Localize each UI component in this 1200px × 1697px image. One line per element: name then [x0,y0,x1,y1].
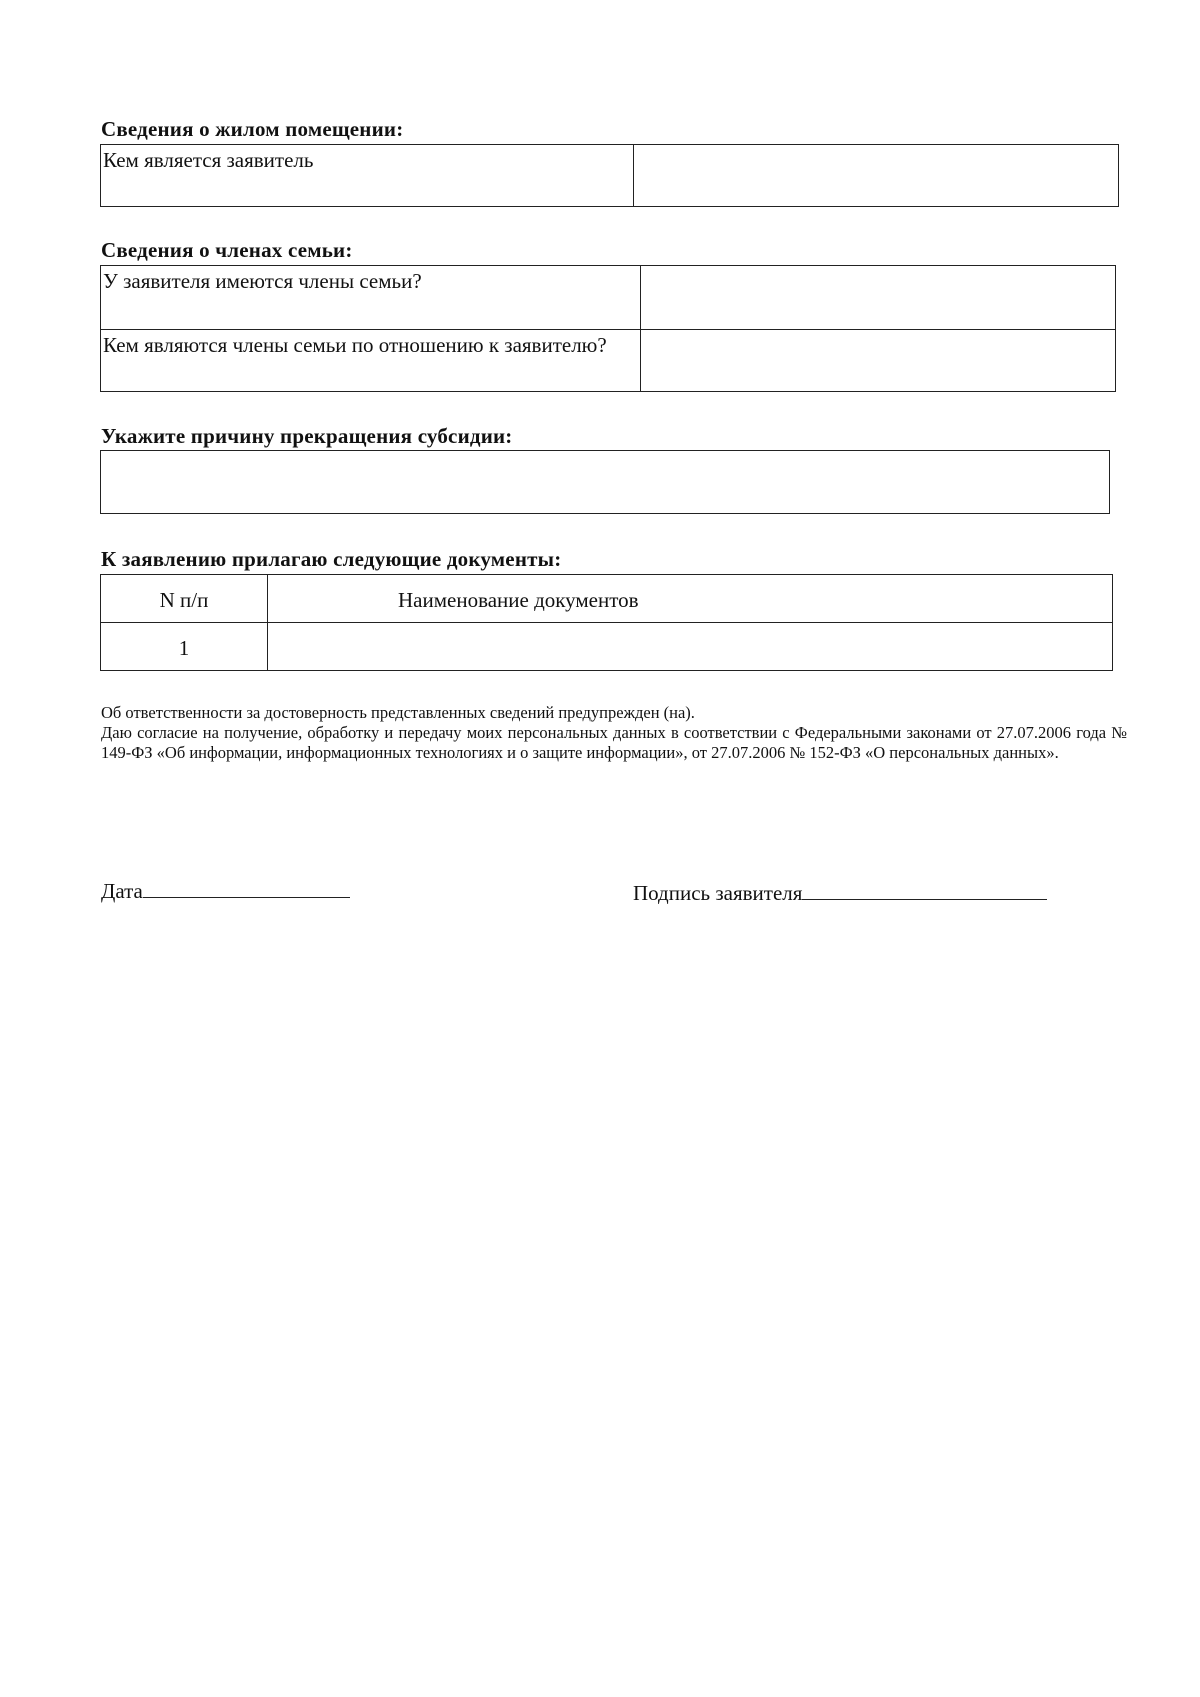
legal-notice [101,703,1127,763]
consent-notice: Даю согласие на получение, обработку и передачу моих персональных данных в соответствии с Федеральными законами от 27.07.2006 года № 149-ФЗ «Об информации, информационных технологиях и о защите информации», от 27.07.2006 № 152-ФЗ «О персональных данных». [101,723,1127,762]
housing-row-applicant [101,145,1119,207]
date-label: Дата [101,879,143,903]
signature-field[interactable] [802,879,1047,900]
reason-field[interactable] [100,450,1110,514]
liability-notice: Об ответственности за достоверность представленных сведений предупрежден (на). [101,703,695,722]
has-family-members-label: У заявителя имеются члены семьи? [101,266,641,330]
doc-number-header: N п/п [101,575,268,623]
family-relation-field[interactable] [641,330,1116,392]
doc-name-field[interactable] [268,623,1113,671]
documents-header-row [101,575,1113,623]
doc-name-header: Наименование документов [268,575,1113,623]
documents-table [100,574,1113,671]
family-row-has-members [101,266,1116,330]
date-field[interactable] [143,877,350,898]
has-family-members-field[interactable] [641,266,1116,330]
applicant-role-label: Кем является заявитель [101,145,634,207]
family-relation-label: Кем являются члены семьи по отношению к заявителю? [101,330,641,392]
documents-section-title: К заявлению прилагаю следующие документы: [101,547,562,571]
date-line [101,877,350,904]
housing-table [100,144,1119,207]
family-table [100,265,1116,392]
doc-number-cell: 1 [101,623,268,671]
signature-line [633,879,1047,906]
signature-label: Подпись заявителя [633,881,803,905]
documents-row [101,623,1113,671]
family-section-title: Сведения о членах семьи: [101,238,353,262]
applicant-role-field[interactable] [634,145,1119,207]
family-row-relation [101,330,1116,392]
reason-section-title: Укажите причину прекращения субсидии: [101,424,513,448]
housing-section-title: Сведения о жилом помещении: [101,117,404,141]
